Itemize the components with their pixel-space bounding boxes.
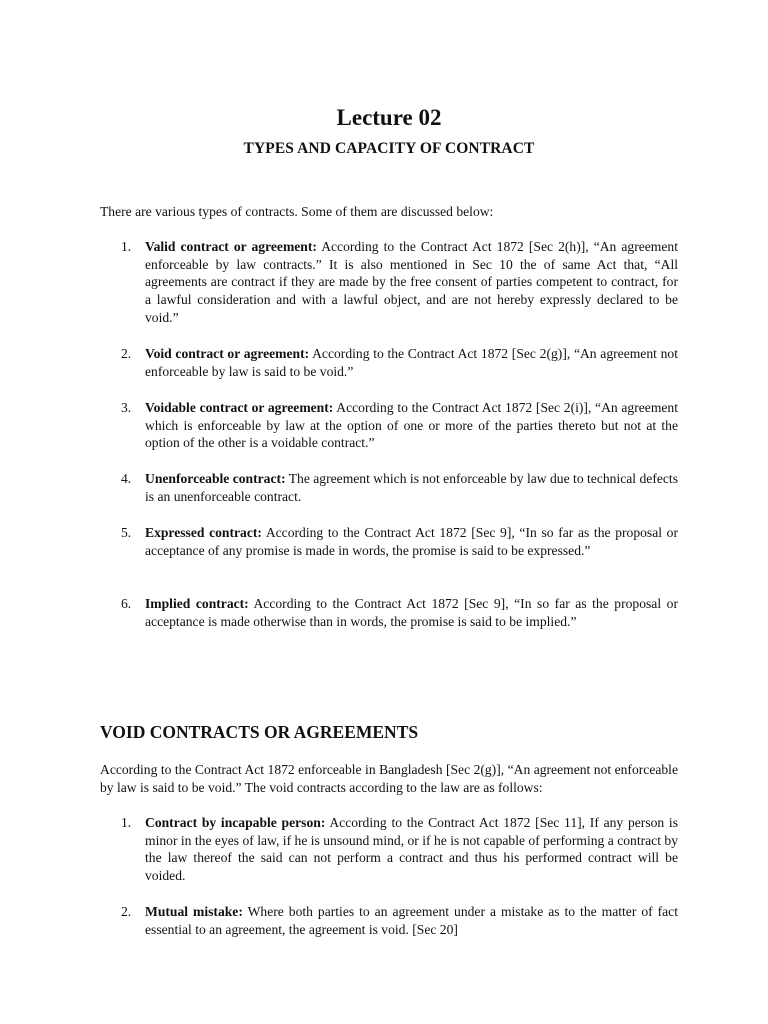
list-number: 6. (121, 596, 132, 611)
list-text: Where both parties to an agreement under a mistake as to the matter of fact essential to an agreement, the agreement is void. [Sec 20] (145, 904, 678, 937)
list-number: 4. (121, 471, 132, 486)
contract-types-list (100, 470, 678, 505)
list-term: Voidable contract or agreement: (145, 400, 334, 415)
list-term: Valid contract or agreement: (145, 239, 317, 254)
section-intro-paragraph: According to the Contract Act 1872 enforceable in Bangladesh [Sec 2(g)], “An agreement not enforceable by law is said to be void.” The void contracts according to the law are as follows: (100, 762, 678, 795)
list-item (100, 595, 678, 630)
void-contracts-list (100, 814, 678, 885)
list-item (100, 345, 678, 380)
void-contracts-list (100, 903, 678, 938)
section-heading: VOID CONTRACTS OR AGREEMENTS (100, 722, 419, 742)
list-term: Unenforceable contract: (145, 471, 286, 486)
contract-types-list (100, 345, 678, 380)
list-item (100, 238, 678, 327)
list-item (100, 903, 678, 938)
list-text: According to the Contract Act 1872 [Sec 2(i)], “An agreement which is enforceable by law at the option of one or more of the parties thereto but not at the option of the other is a voidable contract.” (145, 400, 678, 451)
list-number: 2. (121, 346, 132, 361)
list-item (100, 524, 678, 559)
list-number: 1. (121, 239, 132, 254)
list-term: Contract by incapable person: (145, 815, 326, 830)
list-text: The agreement which is not enforceable by law due to technical defects is an unenforceable contract. (145, 471, 678, 504)
list-text: According to the Contract Act 1872 [Sec 2(g)], “An agreement not enforceable by law is said to be void.” (145, 346, 678, 379)
list-term: Void contract or agreement: (145, 346, 310, 361)
list-number: 3. (121, 400, 132, 415)
contract-types-list (100, 595, 678, 630)
page-title: Lecture 02 (336, 105, 442, 130)
list-term: Mutual mistake: (145, 904, 243, 919)
list-item (100, 399, 678, 452)
list-number: 2. (121, 904, 132, 919)
list-text: According to the Contract Act 1872 [Sec 2(h)], “An agreement enforceable by law contracts.” It is also mentioned in Sec 10 the of same Act that, “All agreements are contract if they are made by the free consent of parties competent to contract, for a lawful consideration and with a lawful object, and are not hereby expressly declared to be void.” (145, 239, 678, 325)
contract-types-list (100, 399, 678, 452)
list-item (100, 470, 678, 505)
list-number: 5. (121, 525, 132, 540)
list-number: 1. (121, 815, 132, 830)
list-text: According to the Contract Act 1872 [Sec 11], If any person is minor in the eyes of law, if he is unsound mind, or if he is not capable of performing a contract by the law thereof the said can not perform a contract and thus his performed contract will be voided. (145, 815, 679, 884)
contract-types-list (100, 524, 678, 559)
list-text: According to the Contract Act 1872 [Sec 9], “In so far as the proposal or acceptance of any promise is made in words, the promise is said to be expressed.” (145, 525, 678, 558)
list-item (100, 814, 678, 885)
page-subtitle: TYPES AND CAPACITY OF CONTRACT (243, 140, 535, 157)
list-term: Expressed contract: (145, 525, 262, 540)
list-term: Implied contract: (145, 596, 249, 611)
contract-types-list (100, 238, 678, 327)
list-text: According to the Contract Act 1872 [Sec 9], “In so far as the proposal or acceptance is made otherwise than in words, the promise is said to be implied.” (145, 596, 678, 629)
intro-paragraph: There are various types of contracts. Some of them are discussed below: (100, 204, 494, 219)
